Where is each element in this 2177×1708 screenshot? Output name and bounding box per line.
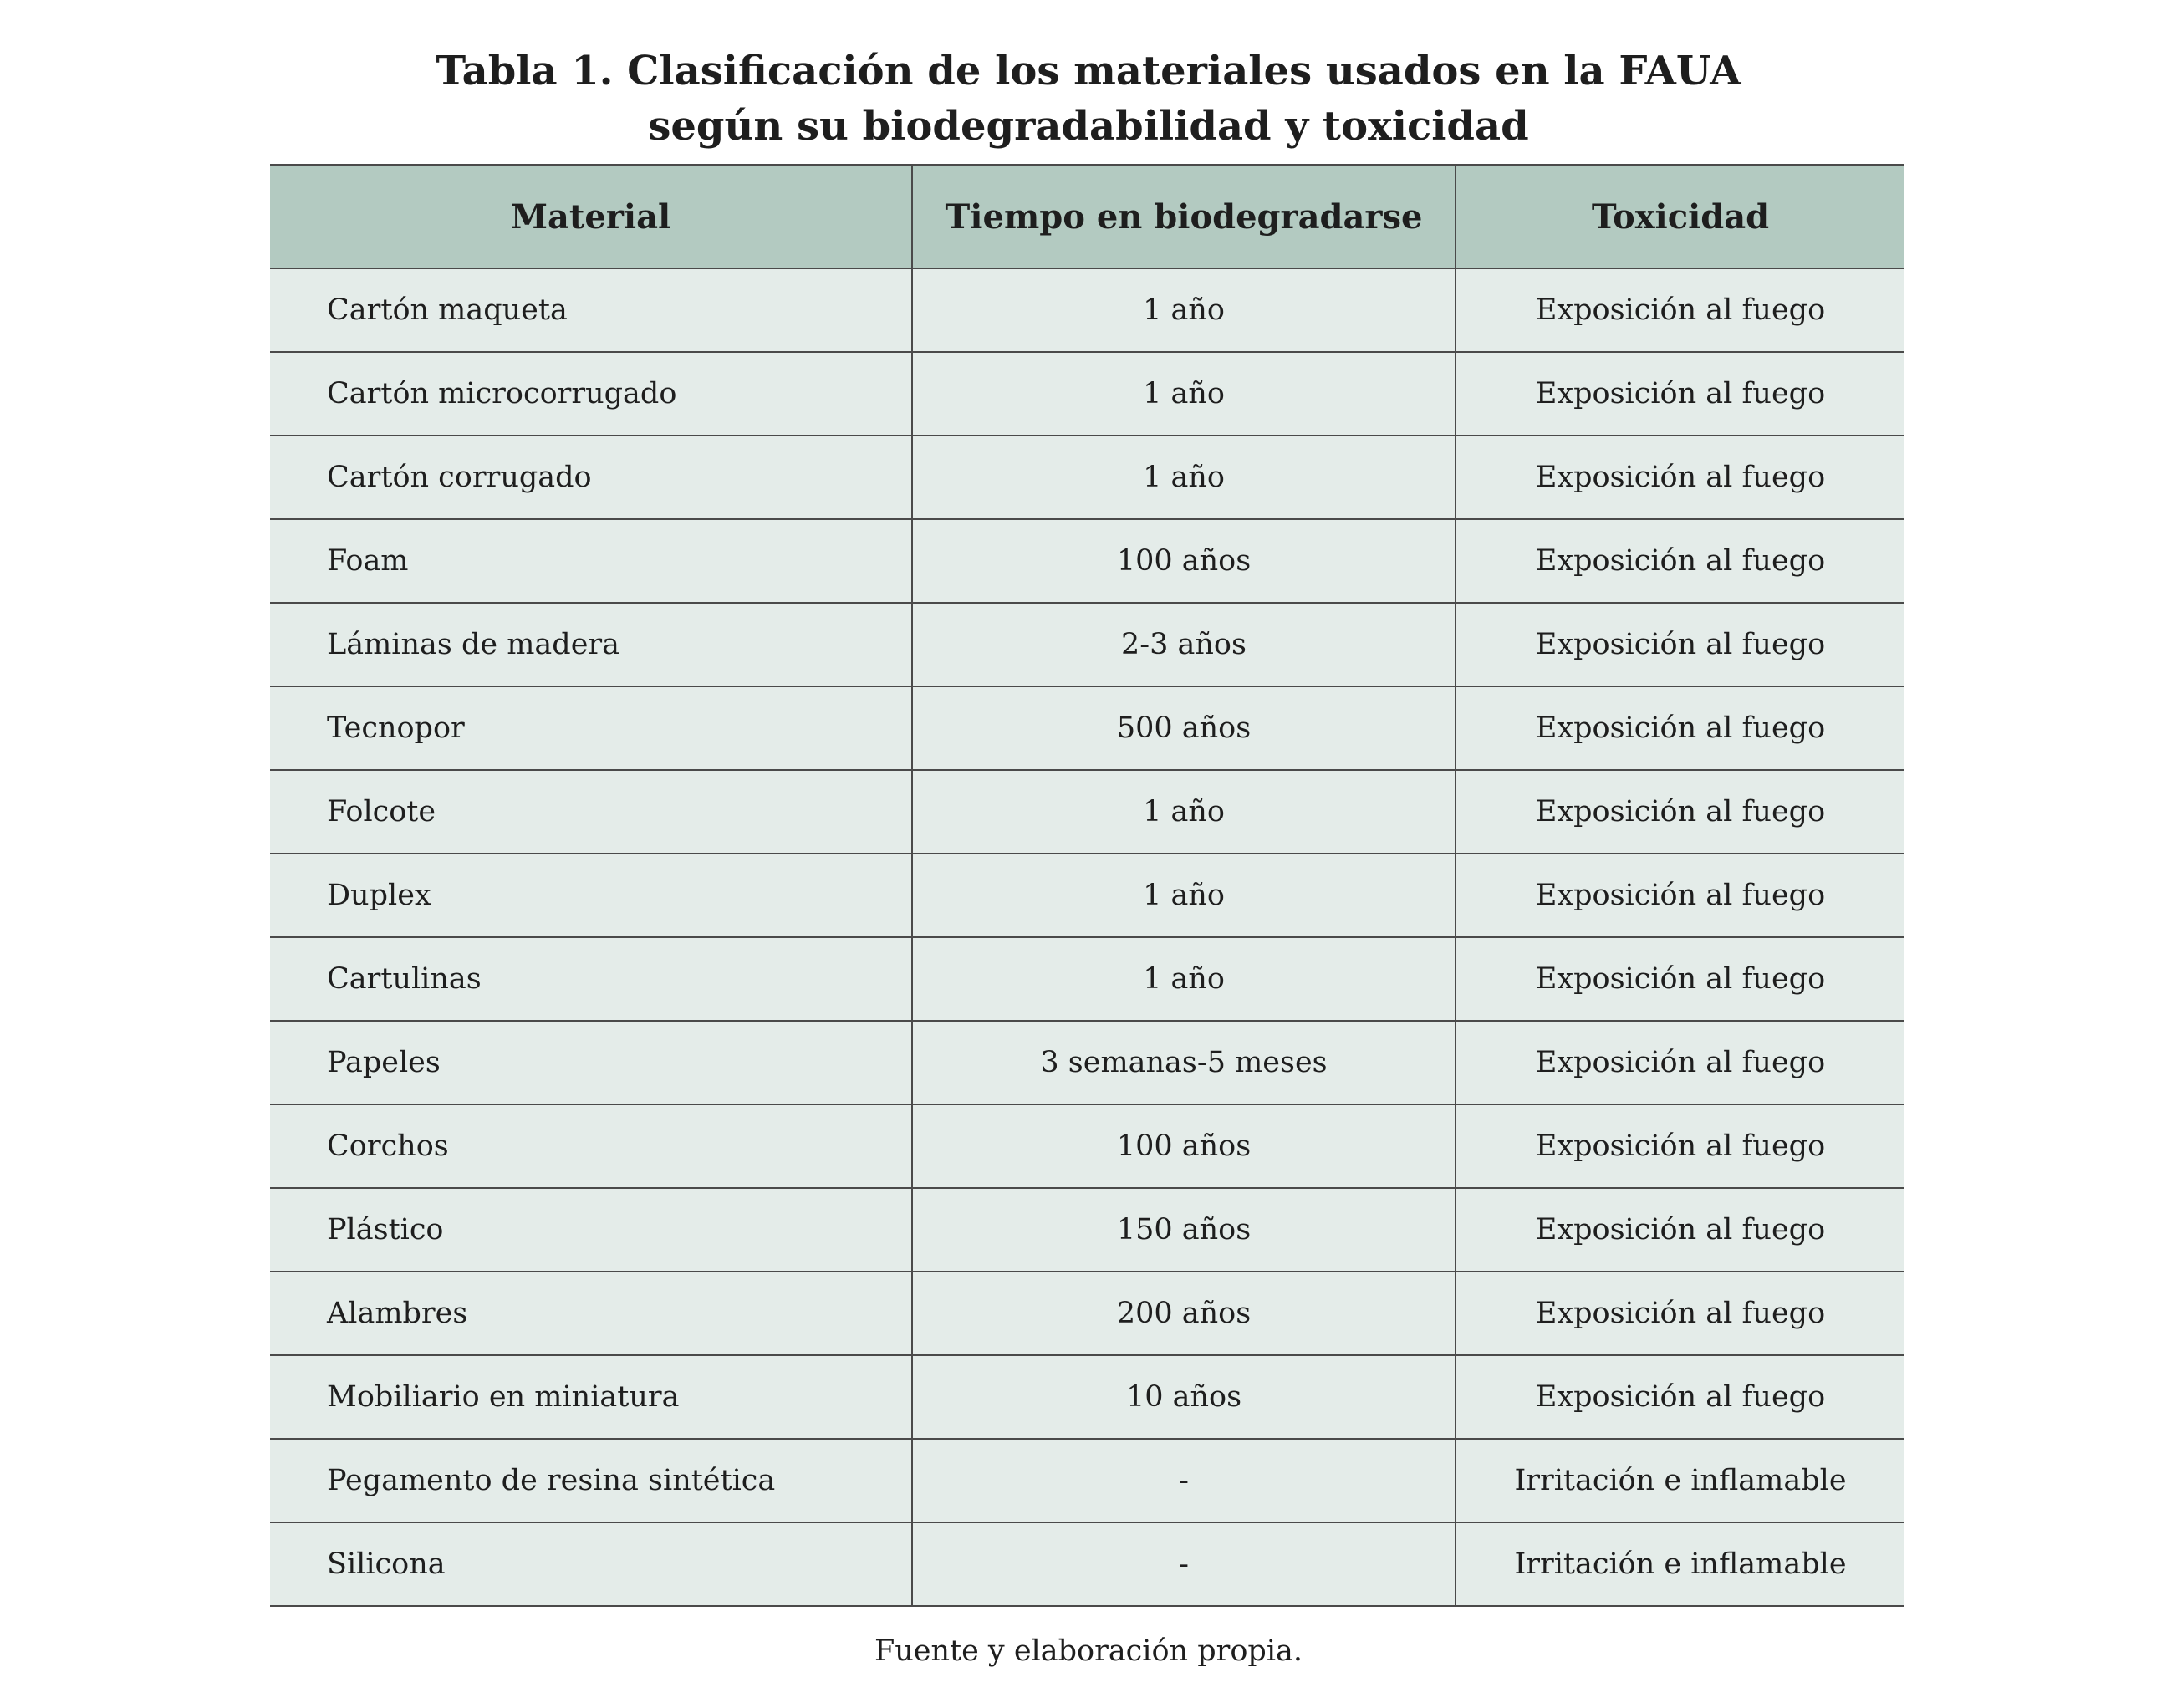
cell-material: Alambres (270, 1272, 912, 1355)
cell-toxicity: Exposición al fuego (1456, 519, 1904, 603)
table-body (270, 268, 1904, 1606)
cell-toxicity: Exposición al fuego (1456, 686, 1904, 770)
table-row (270, 1188, 1904, 1272)
cell-biodegradation-time: 1 año (912, 352, 1456, 436)
cell-toxicity: Exposición al fuego (1456, 352, 1904, 436)
source-note: Fuente y elaboración propia. (874, 1634, 1303, 1668)
cell-biodegradation-time: - (912, 1439, 1456, 1522)
table-row (270, 268, 1904, 352)
table-title (0, 43, 2177, 154)
cell-toxicity: Exposición al fuego (1456, 1104, 1904, 1188)
cell-biodegradation-time: 3 semanas-5 meses (912, 1021, 1456, 1104)
table-row (270, 686, 1904, 770)
cell-biodegradation-time: 500 años (912, 686, 1456, 770)
cell-biodegradation-time: - (912, 1522, 1456, 1606)
cell-toxicity: Exposición al fuego (1456, 1355, 1904, 1439)
header-row (270, 165, 1904, 268)
cell-biodegradation-time: 10 años (912, 1355, 1456, 1439)
table-header (270, 165, 1904, 268)
table-row (270, 1522, 1904, 1606)
cell-biodegradation-time: 200 años (912, 1272, 1456, 1355)
table-row (270, 603, 1904, 686)
cell-toxicity: Irritación e inflamable (1456, 1522, 1904, 1606)
cell-material: Plástico (270, 1188, 912, 1272)
table-row (270, 1272, 1904, 1355)
cell-biodegradation-time: 100 años (912, 519, 1456, 603)
table-row (270, 519, 1904, 603)
cell-biodegradation-time: 100 años (912, 1104, 1456, 1188)
cell-toxicity: Exposición al fuego (1456, 436, 1904, 519)
materials-table (270, 164, 1904, 1607)
table-row (270, 770, 1904, 854)
cell-material: Pegamento de resina sintética (270, 1439, 912, 1522)
cell-biodegradation-time: 1 año (912, 268, 1456, 352)
table-row (270, 436, 1904, 519)
cell-material: Cartulinas (270, 937, 912, 1021)
cell-material: Corchos (270, 1104, 912, 1188)
cell-material: Cartón microcorrugado (270, 352, 912, 436)
cell-material: Tecnopor (270, 686, 912, 770)
table-row (270, 1355, 1904, 1439)
table-row (270, 937, 1904, 1021)
header-toxicity: Toxicidad (1456, 165, 1904, 268)
cell-material: Papeles (270, 1021, 912, 1104)
cell-toxicity: Exposición al fuego (1456, 937, 1904, 1021)
cell-toxicity: Exposición al fuego (1456, 770, 1904, 854)
cell-toxicity: Exposición al fuego (1456, 854, 1904, 937)
header-biodegradation-time: Tiempo en biodegradarse (912, 165, 1456, 268)
cell-biodegradation-time: 1 año (912, 937, 1456, 1021)
cell-toxicity: Exposición al fuego (1456, 603, 1904, 686)
cell-material: Duplex (270, 854, 912, 937)
cell-biodegradation-time: 1 año (912, 770, 1456, 854)
table-title-line-2: según su biodegradabilidad y toxicidad (648, 103, 1529, 150)
cell-toxicity: Exposición al fuego (1456, 1272, 1904, 1355)
cell-biodegradation-time: 1 año (912, 436, 1456, 519)
cell-biodegradation-time: 150 años (912, 1188, 1456, 1272)
cell-material: Mobiliario en miniatura (270, 1355, 912, 1439)
cell-biodegradation-time: 1 año (912, 854, 1456, 937)
table-row (270, 1021, 1904, 1104)
table-row (270, 1104, 1904, 1188)
cell-toxicity: Exposición al fuego (1456, 268, 1904, 352)
table-row (270, 854, 1904, 937)
table-row (270, 1439, 1904, 1522)
cell-material: Foam (270, 519, 912, 603)
cell-biodegradation-time: 2-3 años (912, 603, 1456, 686)
cell-toxicity: Exposición al fuego (1456, 1188, 1904, 1272)
cell-toxicity: Irritación e inflamable (1456, 1439, 1904, 1522)
cell-material: Silicona (270, 1522, 912, 1606)
cell-material: Cartón corrugado (270, 436, 912, 519)
table-title-line-1: Tabla 1. Clasificación de los materiales usados en la FAUA (436, 48, 1741, 94)
table-row (270, 352, 1904, 436)
header-material: Material (270, 165, 912, 268)
cell-material: Láminas de madera (270, 603, 912, 686)
cell-material: Cartón maqueta (270, 268, 912, 352)
cell-material: Folcote (270, 770, 912, 854)
cell-toxicity: Exposición al fuego (1456, 1021, 1904, 1104)
